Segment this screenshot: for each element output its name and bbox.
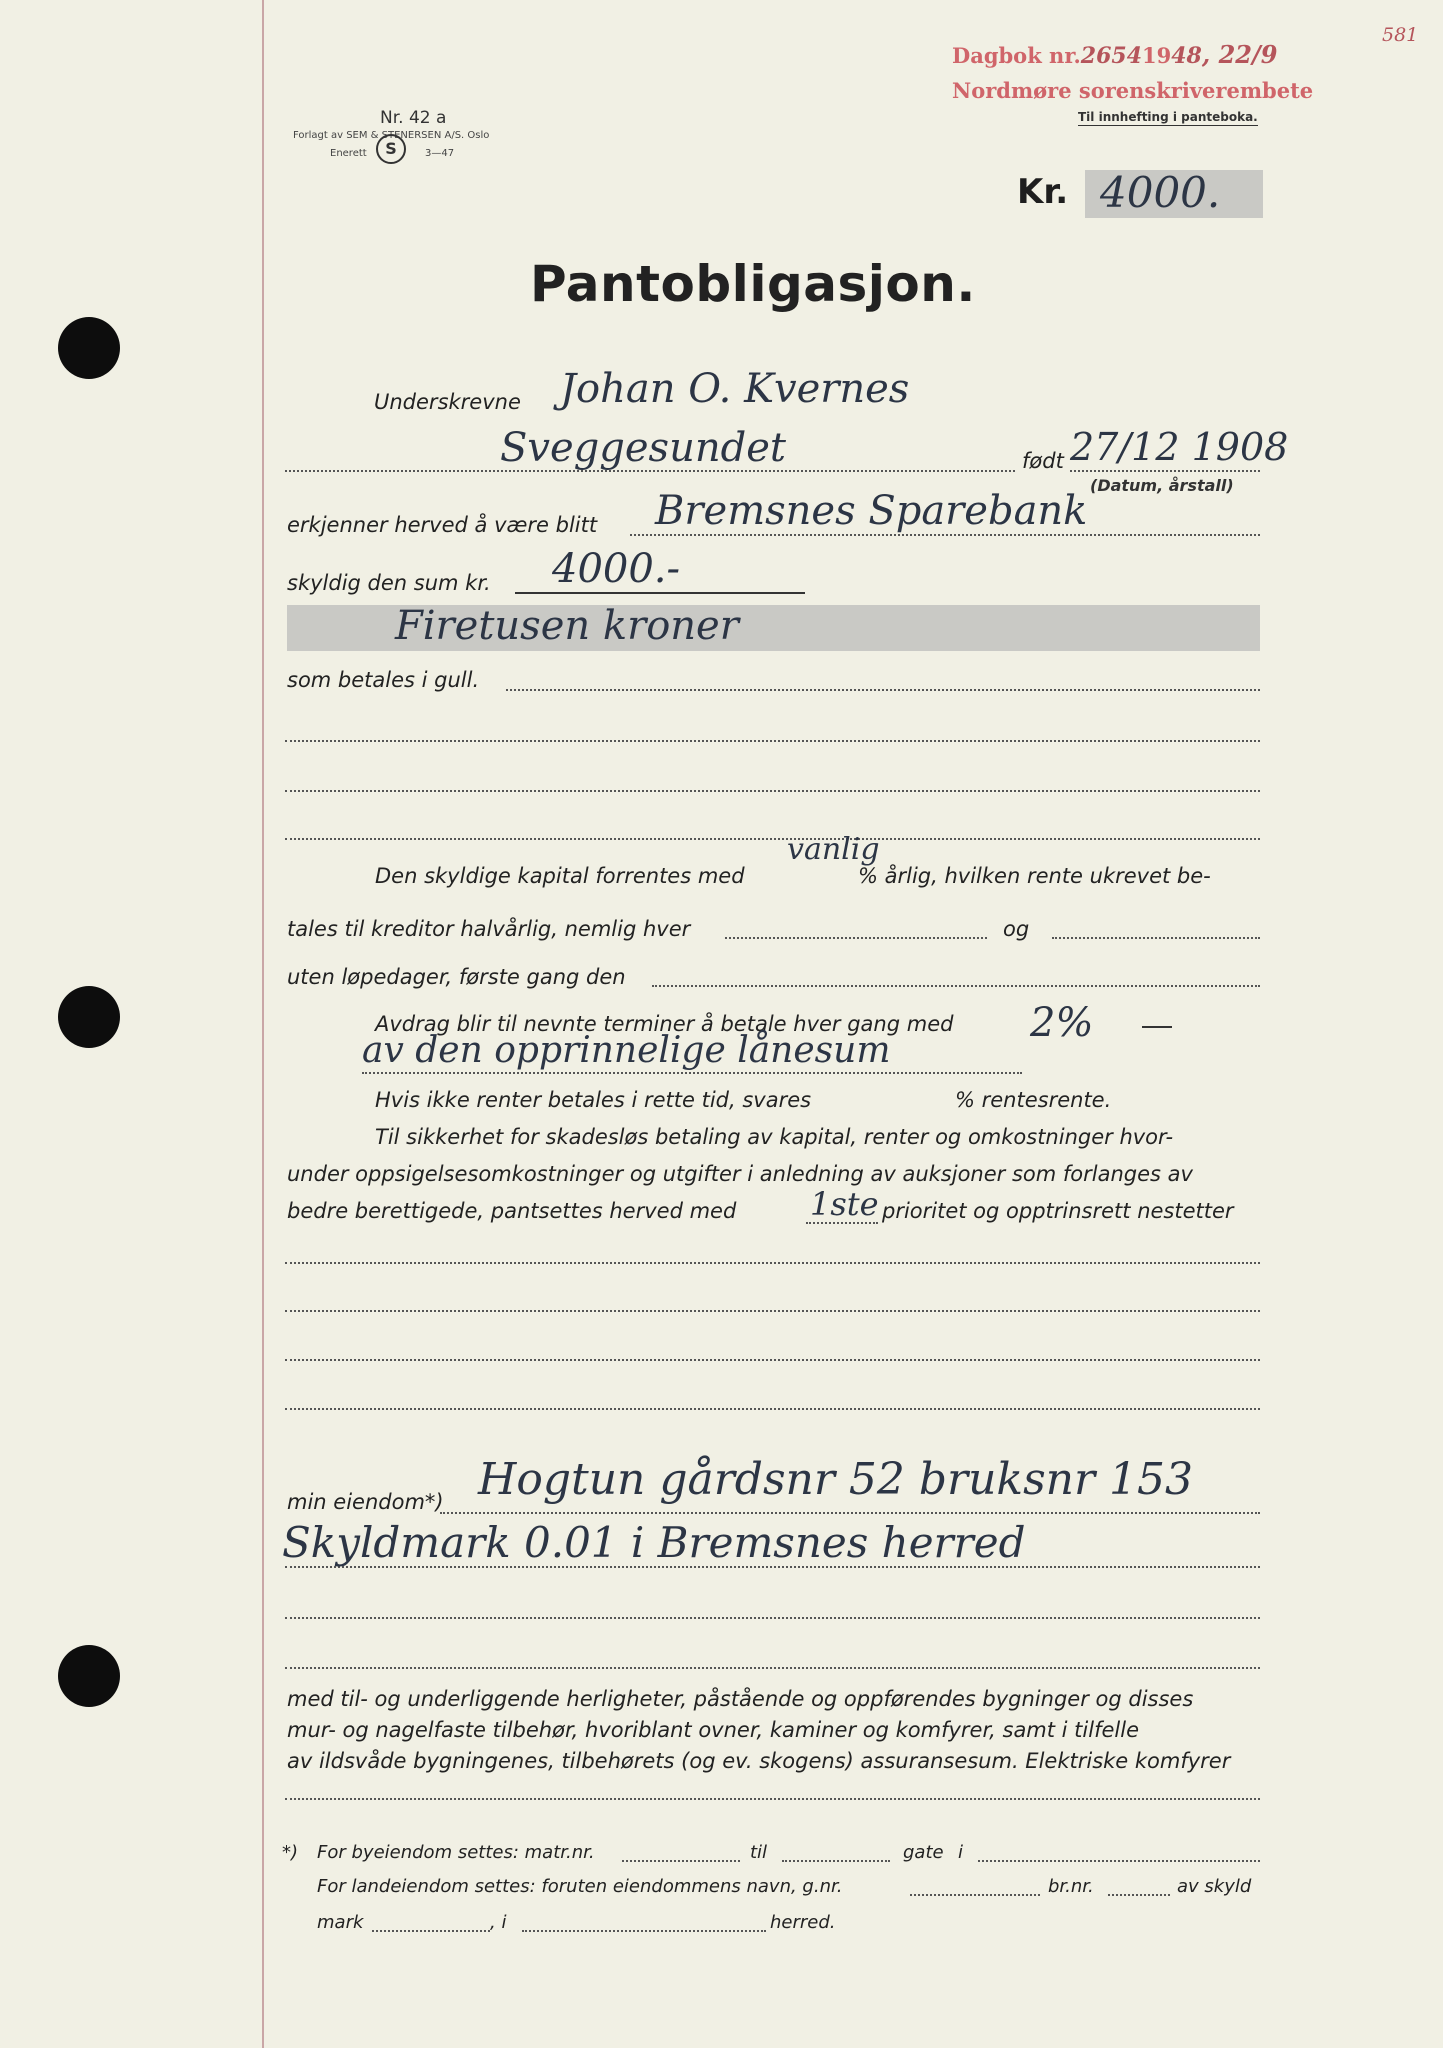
interest-term-line-2: [1052, 937, 1260, 939]
form-rights: Enerett: [330, 148, 367, 159]
blank-line-10: [285, 1798, 1260, 1800]
footnote-l1-line-b: [782, 1860, 890, 1862]
blank-line-9: [285, 1667, 1260, 1669]
interest-rate: vanlig: [787, 832, 880, 867]
property-line-1-text: Hogtun gårdsnr 52 bruksnr 153: [478, 1454, 1193, 1505]
punch-hole-middle: [58, 986, 120, 1048]
form-edition: 3—47: [425, 148, 455, 159]
footnote-l2-a: For landeiendom settes: foruten eiendommens navn, g.nr.: [317, 1876, 843, 1897]
debtor-label: Underskrevne: [374, 390, 521, 414]
footnote-l1-line-a: [622, 1860, 740, 1862]
footnote-l1-d: i: [958, 1842, 964, 1863]
creditor-label: erkjenner herved å være blitt: [287, 513, 598, 537]
footnote-l2-c: av skyld: [1177, 1876, 1252, 1897]
penalty-label-b: % rentesrente.: [955, 1088, 1112, 1112]
blank-line-2: [285, 790, 1260, 792]
installment-label: Avdrag blir til nevnte terminer å betale hver gang med: [375, 1012, 954, 1036]
gold-line: [506, 689, 1260, 691]
blank-line-1: [285, 740, 1260, 742]
punch-hole-bottom: [58, 1645, 120, 1707]
property-label: min eiendom*): [287, 1490, 444, 1514]
registry-stamp-line2: Nordmøre sorenskriverembete: [952, 78, 1314, 103]
footnote-l1-a: For byeiendom settes: matr.nr.: [317, 1842, 595, 1863]
priority-value: 1ste: [810, 1185, 879, 1223]
born-hint: (Datum, årstall): [1090, 476, 1234, 495]
interest-term-line-1: [725, 937, 987, 939]
clause-line-1: med til- og underliggende herligheter, påstående og oppførendes bygninger og disses: [287, 1687, 1194, 1711]
blank-line-4: [285, 1262, 1260, 1264]
blank-line-3: [285, 838, 1260, 840]
debt-value-line: [515, 592, 805, 594]
footnote-l3-c: herred.: [770, 1912, 836, 1933]
interest-term-and: og: [1003, 917, 1030, 941]
born-line: [1070, 470, 1260, 472]
blank-line-6: [285, 1359, 1260, 1361]
footnote-l3-b: , i: [490, 1912, 507, 1933]
blank-line-8: [285, 1617, 1260, 1619]
debtor-address: Sveggesundet: [500, 425, 786, 471]
blank-line-7: [285, 1408, 1260, 1410]
folio-number: 581: [1382, 24, 1419, 46]
security-line-2: under oppsigelsesomkostninger og utgifter i anledning av auksjoner som forlanges av: [287, 1162, 1193, 1186]
first-due-line: [652, 985, 1260, 987]
interest-term-label: tales til kreditor halvårlig, nemlig hver: [287, 917, 691, 941]
property-line-1: [440, 1512, 1260, 1514]
footnote-l3-line-a: [372, 1930, 490, 1932]
interest-label-b: % årlig, hvilken rente ukrevet be-: [858, 864, 1211, 888]
security-line-3b: prioritet og opptrinsrett nestetter: [882, 1199, 1234, 1223]
gold-label: som betales i gull.: [287, 668, 480, 692]
installment-note: av den opprinnelige lånesum: [362, 1030, 891, 1071]
debt-label: skyldig den sum kr.: [287, 571, 491, 595]
footnote-l1-c: gate: [903, 1842, 944, 1863]
installment-value: 2%: [1030, 1000, 1094, 1046]
installment-note-line: [362, 1072, 1022, 1074]
document-title: Pantobligasjon.: [530, 255, 976, 313]
form-number: Nr. 42 a: [380, 108, 447, 128]
amount-value: 4000.: [1100, 168, 1221, 217]
debtor-name: Johan O. Kvernes: [560, 366, 910, 412]
registry-stamp-line3: Til innhefting i panteboka.: [1078, 110, 1258, 124]
publisher-logo: S: [376, 134, 406, 164]
footnote-l3-line-b: [522, 1930, 766, 1932]
footnote-l2-line-a: [910, 1894, 1040, 1896]
footnote-l1-line-c: [978, 1860, 1260, 1862]
property-line-2-text: Skyldmark 0.01 i Bremsnes herred: [282, 1518, 1026, 1567]
security-line-3a: bedre berettigede, pantsettes herved med: [287, 1199, 737, 1223]
first-due-label: uten løpedager, første gang den: [287, 965, 626, 989]
footnote-l2-b: br.nr.: [1048, 1876, 1094, 1897]
blank-line-5: [285, 1310, 1260, 1312]
punch-hole-top: [58, 317, 120, 379]
creditor-value: Bremsnes Sparebank: [655, 488, 1088, 534]
registry-stamp-line1: Dagbok nr.26541948, 22/9: [952, 40, 1278, 69]
debt-value: 4000.-: [552, 546, 681, 592]
clause-line-3: av ildsvåde bygningenes, tilbehørets (og ev. skogens) assuransesum. Elektriske komfyrer: [287, 1749, 1231, 1773]
margin-rule: [262, 0, 264, 2048]
creditor-line: [630, 534, 1260, 536]
clause-line-2: mur- og nagelfaste tilbehør, hvoriblant ovner, kaminer og komfyrer, samt i tilfelle: [287, 1718, 1139, 1742]
amount-in-words: Firetusen kroner: [395, 603, 739, 649]
born-label: født: [1022, 449, 1064, 473]
amount-label: Kr.: [1017, 172, 1069, 212]
penalty-label-a: Hvis ikke renter betales i rette tid, svares: [375, 1088, 812, 1112]
security-line-1: Til sikkerhet for skadesløs betaling av kapital, renter og omkostninger hvor-: [375, 1125, 1174, 1149]
interest-label-a: Den skyldige kapital forrentes med: [375, 864, 745, 888]
born-value: 27/12 1908: [1070, 425, 1289, 469]
installment-dash: [1142, 1026, 1172, 1028]
form-publisher: Forlagt av SEM & STENERSEN A/S. Oslo: [293, 130, 490, 141]
priority-line: [806, 1222, 878, 1224]
footnote-l3-a: mark: [317, 1912, 364, 1933]
footnote-l2-line-b: [1108, 1894, 1170, 1896]
footnote-marker: *): [282, 1842, 299, 1863]
footnote-l1-b: til: [750, 1842, 768, 1863]
